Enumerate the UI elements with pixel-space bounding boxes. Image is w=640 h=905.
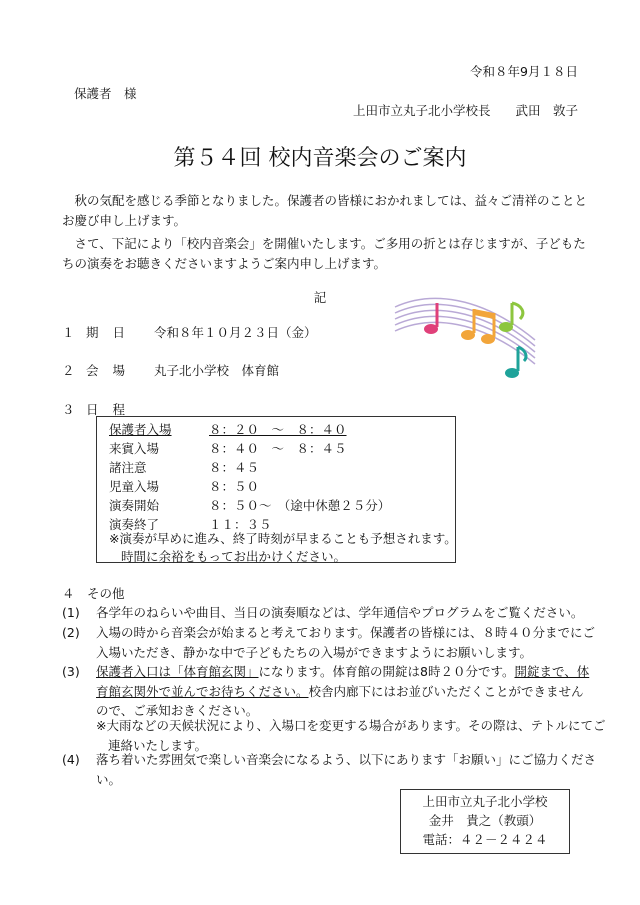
- schedule-item-time: ８：５０～ （途中休憩２５分）: [209, 498, 391, 513]
- schedule-item-label: 保護者入場: [109, 422, 172, 437]
- contact-box: [400, 789, 570, 854]
- schedule-item-label: 諸注意: [109, 460, 147, 475]
- other-item-number: (1): [62, 605, 80, 620]
- event-date-row: [62, 323, 317, 341]
- schedule-box: [96, 416, 456, 563]
- other-item-text: 入場の時から音楽会が始まると考えております。保護者の皆様には、８時４０分までにご入場いただき、静かな中で子どもたちの入場ができますようにお願いします。: [96, 625, 596, 660]
- schedule-number: ３: [62, 402, 75, 417]
- other-heading: ４ その他: [62, 586, 125, 601]
- venue-number: ２: [62, 363, 75, 378]
- intro-paragraph: さて、下記により「校内音楽会」を開催いたします。ご多用の折とは存じますが、子どもたちの演奏をお聴きくださいますようご案内申し上げます。: [62, 236, 586, 271]
- recipient: 保護者 様: [74, 86, 137, 101]
- schedule-item: [109, 458, 259, 476]
- contact-school: 上田市立丸子北小学校: [422, 794, 548, 809]
- page-title: 第５４回 校内音楽会のご案内: [173, 146, 467, 171]
- entrance-change-note: ※大雨などの天候状況により、入場口を変更する場合があります。その際は、テトルにてご連絡いたします。: [96, 718, 606, 753]
- unlock-time: になります。体育館の開錠は8時２０分です。: [258, 664, 515, 679]
- teal-note-icon: [505, 347, 526, 378]
- event-date-label: 期日: [86, 325, 140, 340]
- schedule-item: [109, 439, 347, 457]
- other-item-text: [96, 662, 596, 721]
- schedule-item: [109, 477, 259, 495]
- schedule-item-time: ８：５０: [209, 479, 260, 494]
- pink-note-icon: [424, 303, 438, 334]
- schedule-note-continued: 時間に余裕をもってお出かけください。: [121, 549, 347, 564]
- schedule-item-label: 来賓入場: [109, 441, 160, 456]
- schedule-item-label: 演奏終了: [109, 517, 160, 532]
- venue-value: 丸子北小学校 体育館: [154, 363, 280, 378]
- document-date: 令和８年9月１８日: [470, 64, 578, 79]
- contact-person: 金井 貴之（教頭）: [428, 813, 542, 828]
- entrance-underlined: 保護者入口は「体育館玄関」: [96, 664, 259, 679]
- other-item-number: (4): [62, 752, 80, 767]
- schedule-label: 日程: [86, 402, 140, 417]
- schedule-item-time: ８：４０ ～ ８：４５: [209, 441, 347, 456]
- schedule-item-time: ８：４５: [209, 460, 260, 475]
- other-item-number: (3): [62, 664, 80, 679]
- other-item-text: 落ち着いた雰囲気で楽しい音楽会になるよう、以下にあります「お願い」にご協力ください。: [96, 752, 597, 787]
- schedule-item-time: １１：３５: [209, 517, 272, 532]
- greeting-paragraph: 秋の気配を感じる季節となりました。保護者の皆様におかれましては、益々ご清祥のこととお慶び申し上げます。: [62, 193, 588, 228]
- venue-row: [62, 361, 279, 379]
- music-notes-illustration: [390, 285, 540, 385]
- schedule-note: ※演奏が早めに進み、終了時刻が早まることも予想されます。: [109, 531, 457, 546]
- wait-outside-underlined: 開錠まで、体育館玄関外で並んでお待ちください。: [96, 664, 590, 699]
- contact-phone: 電話：４２－２４２４: [422, 832, 548, 847]
- sender: 上田市立丸子北小学校長 武田 敦子: [352, 103, 578, 118]
- corridor-note: 校舎内廊下にはお並びいただくことができませんので、ご承知おきください。: [96, 683, 584, 718]
- other-item-number: (2): [62, 625, 80, 640]
- schedule-item-label: 演奏開始: [109, 498, 160, 513]
- schedule-item: [109, 420, 347, 438]
- ki-heading: 記: [313, 290, 327, 305]
- schedule-item-time: ８：２０ ～ ８：４０: [209, 422, 347, 437]
- event-date-number: １: [62, 325, 75, 340]
- schedule-item: [109, 496, 390, 514]
- event-date-value: 令和８年１０月２３日（金）: [154, 325, 317, 340]
- schedule-item-label: 児童入場: [109, 479, 160, 494]
- venue-label: 会場: [86, 363, 140, 378]
- other-item-text: 各学年のねらいや曲目、当日の演奏順などは、学年通信やプログラムをご覧ください。: [96, 605, 584, 620]
